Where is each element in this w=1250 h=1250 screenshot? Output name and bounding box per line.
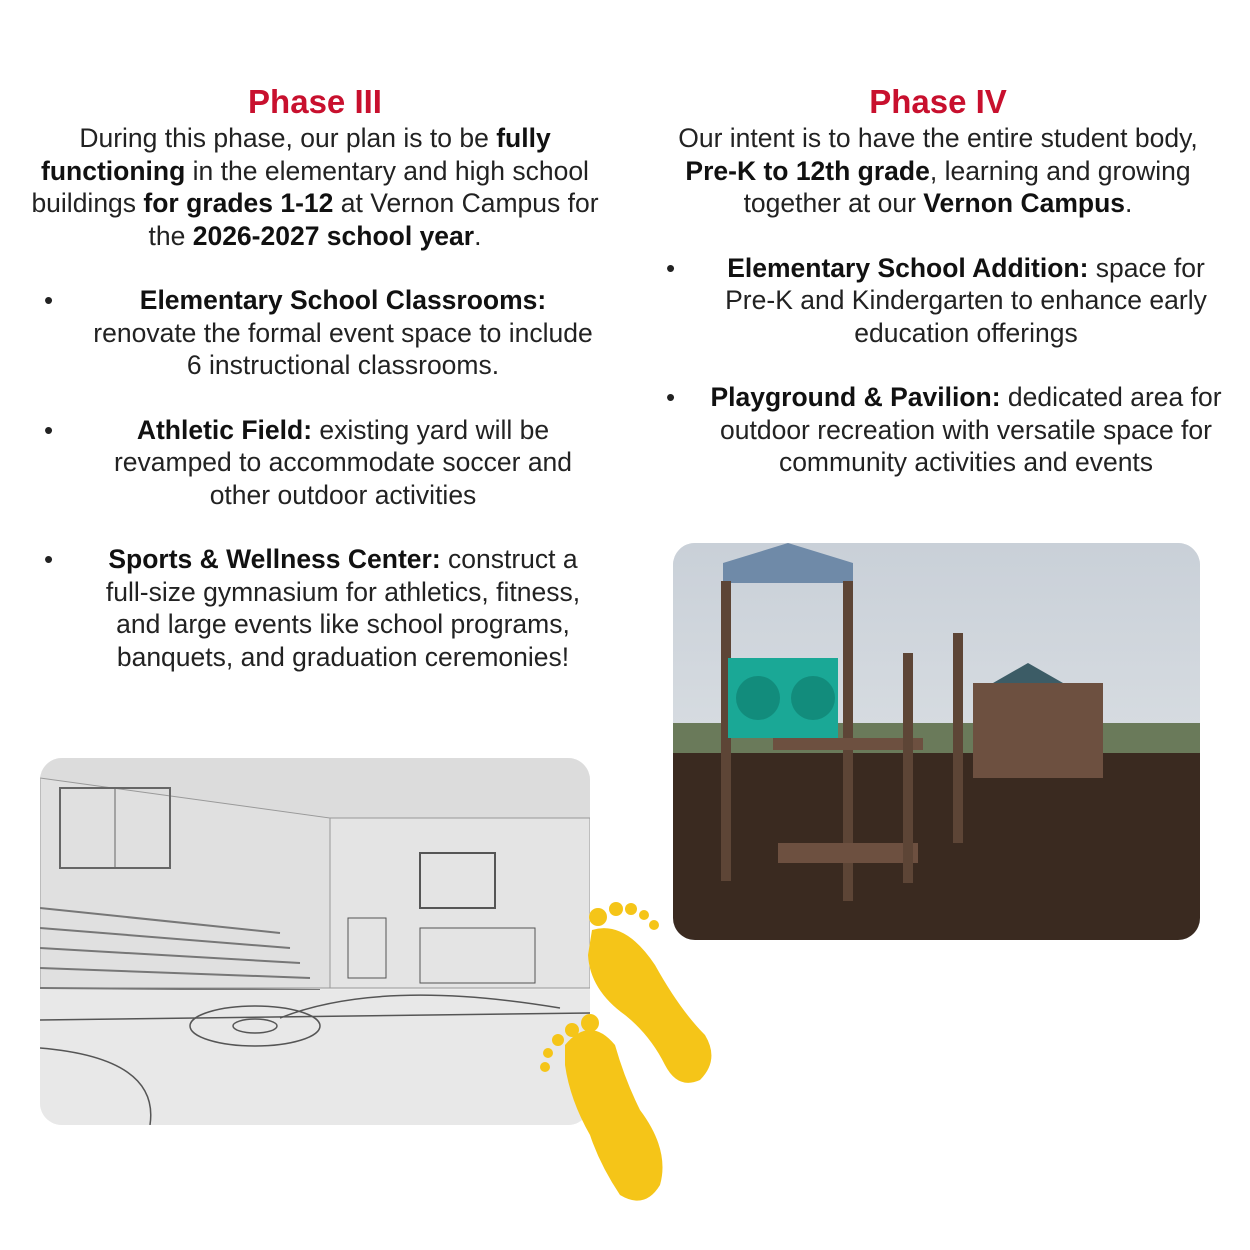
- phase-3-title: Phase III: [248, 83, 382, 120]
- bullet-text: renovate the formal event space to include 6 instructional classrooms.: [93, 317, 593, 380]
- intro-text: .: [1125, 188, 1133, 218]
- bullet-item: [30, 543, 600, 673]
- intro-text: During this phase, our plan is to be: [79, 123, 497, 153]
- bullet-icon: •: [44, 414, 54, 445]
- intro-text: Our intent is to have the entire student body,: [678, 123, 1198, 153]
- bullet-heading: Playground & Pavilion:: [710, 382, 1001, 412]
- intro-bold: for grades 1-12: [143, 188, 334, 218]
- bullet-item: [30, 414, 600, 512]
- bullet-item: [652, 252, 1224, 350]
- bullet-item: [652, 381, 1224, 479]
- bullet-heading: Sports & Wellness Center:: [108, 544, 441, 574]
- intro-bold: 2026-2027 school year: [192, 220, 475, 251]
- phase-3-intro: [30, 122, 600, 252]
- bullet-heading: Athletic Field:: [136, 414, 313, 445]
- intro-text: , learning and growing together at our: [743, 155, 1191, 218]
- bullet-text: construct a full-size gymnasium for athletics, fitness, and large events like school programs, banquets, and graduation ceremonies!: [105, 544, 581, 672]
- playground-photo: [673, 543, 1200, 940]
- bullet-icon: •: [666, 382, 676, 412]
- bullet-text: dedicated area for outdoor recreation with versatile space for community activities and events: [720, 382, 1222, 477]
- bullet-item: [30, 284, 600, 382]
- intro-text: at Vernon Campus for the: [148, 188, 599, 251]
- bullet-text: space for Pre-K and Kindergarten to enhance early education offerings: [725, 252, 1207, 348]
- intro-text: in the elementary and high school buildings: [31, 155, 589, 218]
- bullet-icon: •: [44, 285, 54, 315]
- footprints-icon: [530, 895, 730, 1220]
- bullet-text: existing yard will be revamped to accommodate soccer and other outdoor activities: [113, 414, 573, 510]
- phase-4-section: [652, 82, 1224, 479]
- phase-3-section: [30, 82, 600, 673]
- intro-text: .: [474, 220, 482, 251]
- bullet-heading: Elementary School Classrooms:: [139, 285, 547, 315]
- phase-4-title: Phase IV: [869, 83, 1007, 120]
- intro-bold: Vernon Campus: [923, 188, 1126, 218]
- bullet-heading: Elementary School Addition:: [727, 252, 1089, 283]
- bullet-icon: •: [44, 544, 54, 574]
- phase-4-intro: [652, 122, 1224, 220]
- intro-bold: fully functioning: [41, 123, 551, 186]
- intro-bold: Pre-K to 12th grade: [685, 155, 930, 186]
- bullet-icon: •: [666, 252, 676, 283]
- gymnasium-sketch-image: [40, 758, 590, 1125]
